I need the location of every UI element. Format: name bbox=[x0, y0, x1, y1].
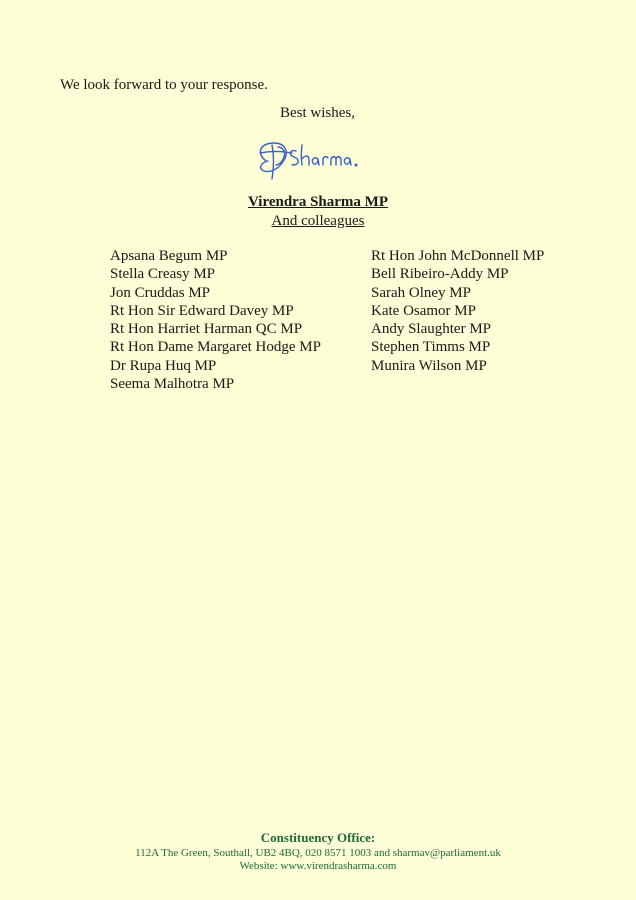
colleague-name: Andy Slaughter MP bbox=[371, 321, 491, 338]
colleague-name: Kate Osamor MP bbox=[371, 302, 476, 319]
footer-website: Website: www.virendrasharma.com bbox=[239, 860, 397, 872]
colleague-name: Rt Hon Dame Margaret Hodge MP bbox=[110, 339, 321, 356]
colleague-name: Seema Malhotra MP bbox=[110, 376, 235, 393]
colleague-name: Munira Wilson MP bbox=[371, 357, 487, 374]
colleague-name: Dr Rupa Huq MP bbox=[110, 357, 217, 374]
colleague-name: Bell Ribeiro-Addy MP bbox=[371, 266, 509, 283]
colleague-name: Rt Hon John McDonnell MP bbox=[371, 248, 545, 264]
colleagues-list-left bbox=[110, 247, 321, 393]
salutation: Best wishes, bbox=[280, 105, 355, 121]
signatory-name: Virendra Sharma MP bbox=[248, 194, 388, 210]
signatory-subtitle: And colleagues bbox=[271, 213, 365, 229]
colleagues-list-right bbox=[371, 247, 544, 375]
footer-office-title: Constituency Office: bbox=[260, 830, 376, 845]
colleague-name: Rt Hon Harriet Harman QC MP bbox=[110, 321, 303, 338]
footer-address: 112A The Green, Southall, UB2 4BQ, 020 8571 1003 and sharmav@parliament.uk bbox=[135, 847, 501, 859]
colleague-name: Apsana Begum MP bbox=[110, 248, 228, 264]
colleague-name: Rt Hon Sir Edward Davey MP bbox=[110, 302, 294, 319]
colleague-name: Stephen Timms MP bbox=[371, 339, 491, 356]
closing-line: We look forward to your response. bbox=[60, 77, 268, 93]
handwritten-signature bbox=[252, 135, 384, 185]
colleague-name: Stella Creasy MP bbox=[110, 266, 215, 283]
colleague-name: Jon Cruddas MP bbox=[110, 284, 211, 301]
colleague-name: Sarah Olney MP bbox=[371, 284, 471, 301]
